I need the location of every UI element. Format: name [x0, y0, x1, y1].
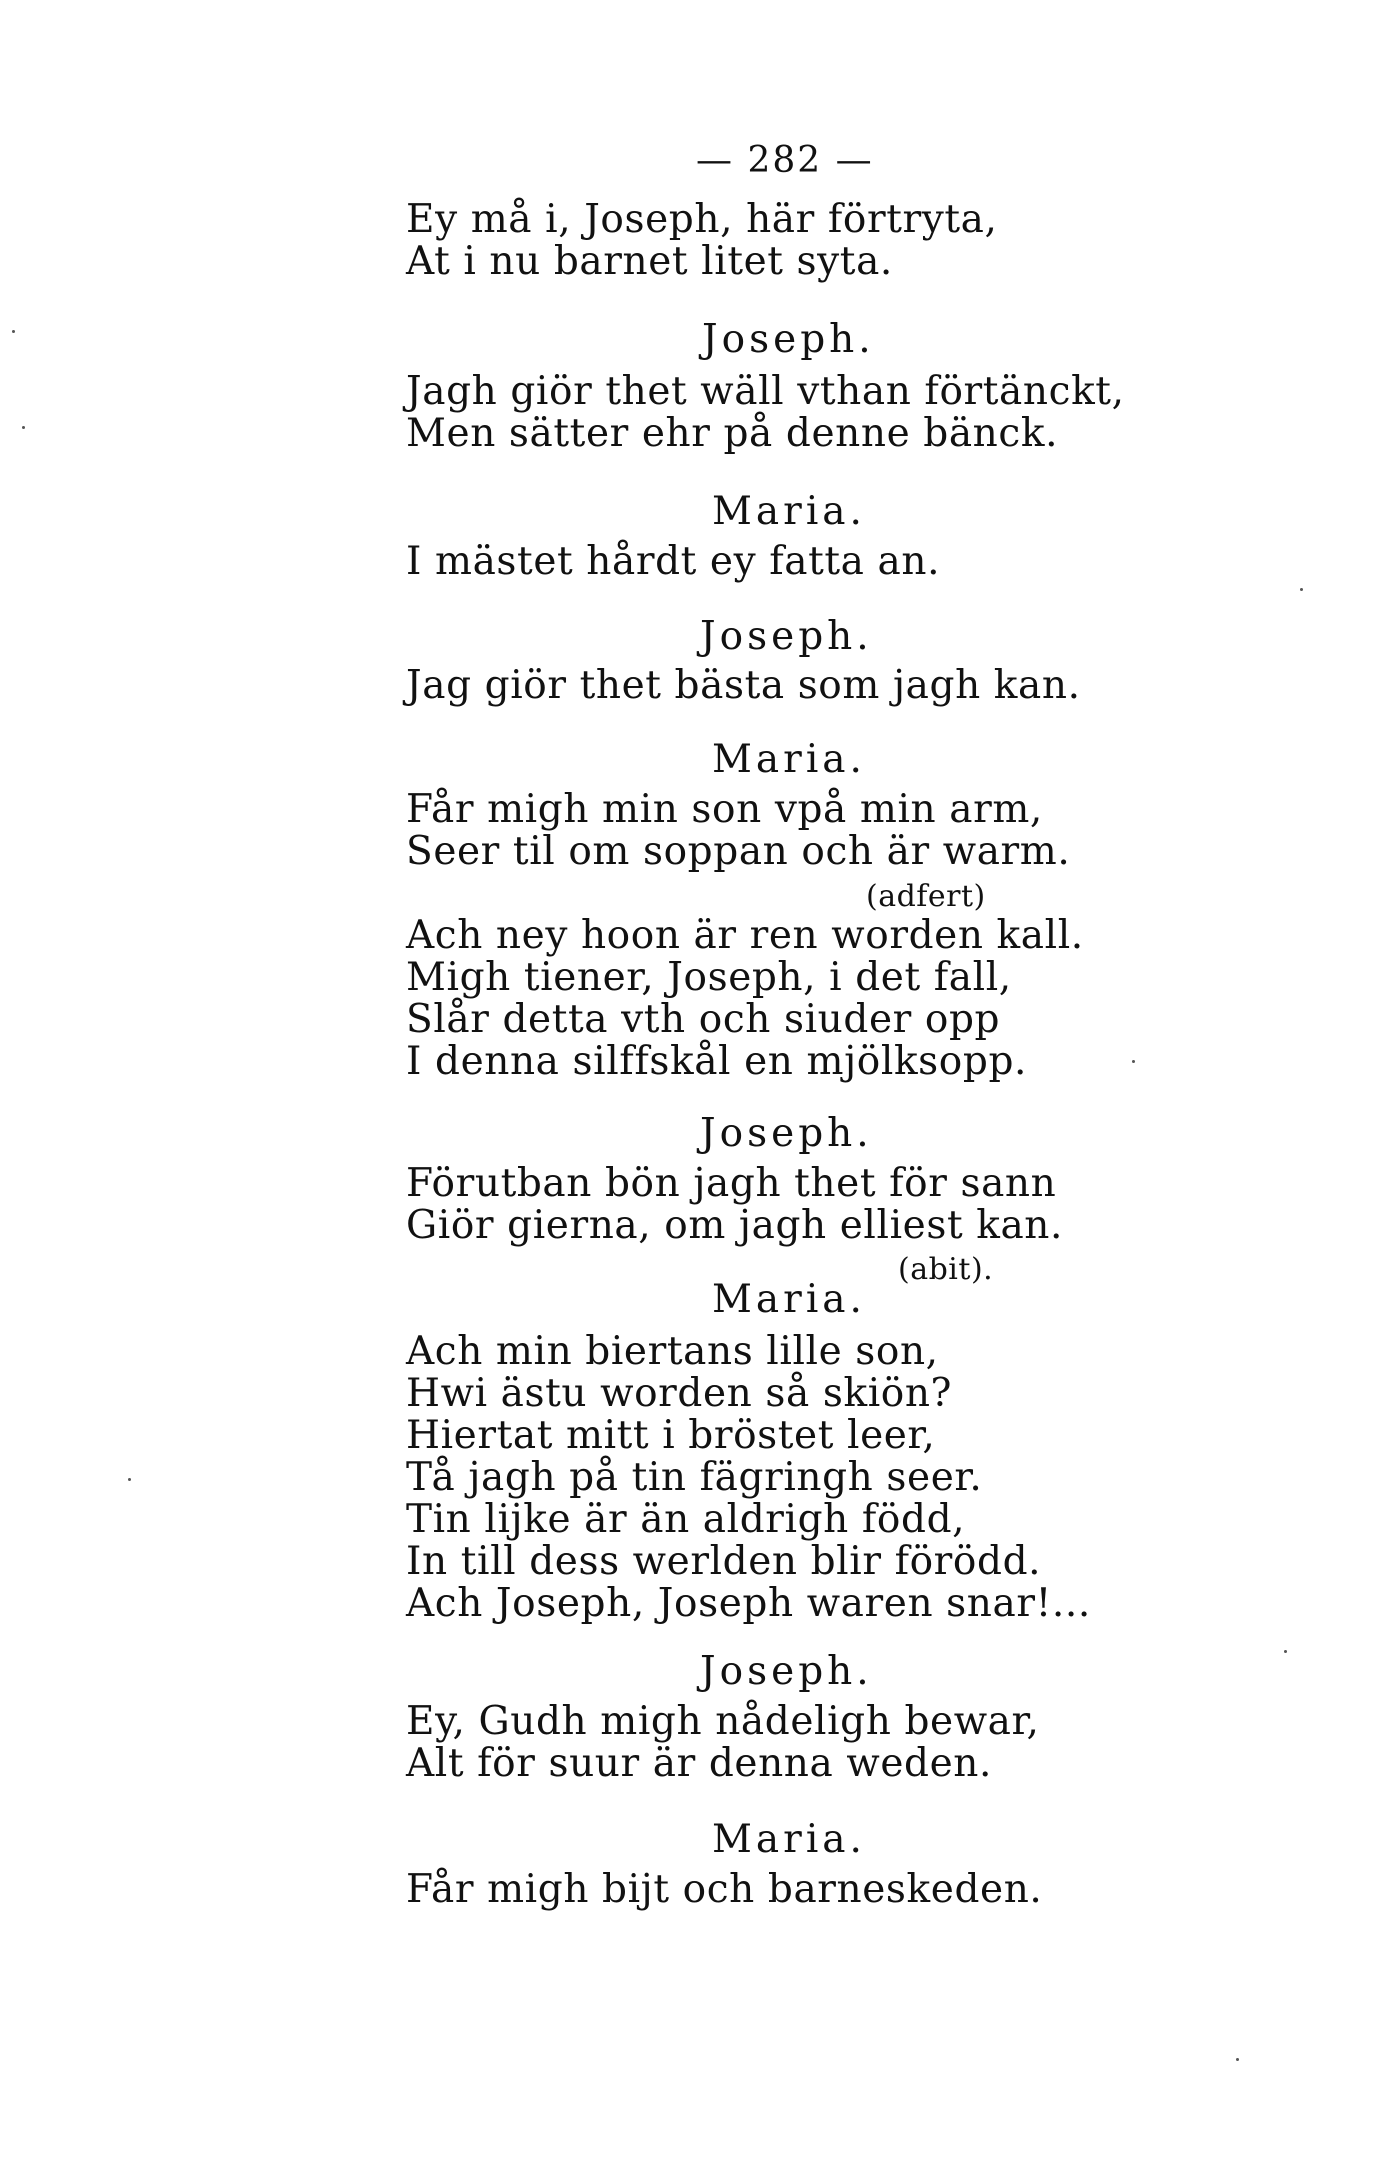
speaker-name: Joseph.: [702, 317, 875, 362]
verse-line: At i nu barnet litet syta.: [406, 239, 893, 284]
page-number: — 282 —: [696, 140, 874, 181]
speaker-name: Maria.: [712, 1277, 866, 1322]
verse-line: Seer til om soppan och är warm.: [406, 829, 1071, 874]
verse-line: Tå jagh på tin fägringh seer.: [406, 1455, 983, 1500]
verse-line: Migh tiener, Joseph, i det fall,: [406, 955, 1012, 1000]
verse-line: Ach Joseph, Joseph waren snar!...: [406, 1581, 1091, 1626]
scan-speck: [128, 1478, 131, 1481]
scan-speck: [1284, 1650, 1287, 1653]
verse-line: Jagh giör thet wäll vthan förtänckt,: [406, 369, 1125, 414]
speaker-name: Joseph.: [700, 614, 873, 659]
verse-line: Jag giör thet bästa som jagh kan.: [406, 663, 1081, 708]
scan-speck: [1236, 2058, 1239, 2061]
verse-line: Giör gierna, om jagh elliest kan.: [406, 1203, 1064, 1248]
scan-speck: [12, 330, 15, 333]
verse-line: I denna silffskål en mjölksopp.: [406, 1039, 1028, 1084]
scan-speck: [1300, 588, 1303, 591]
stage-direction: (adfert): [866, 879, 986, 914]
speaker-name: Maria.: [712, 1817, 866, 1862]
verse-line: Får migh bijt och barneskeden.: [406, 1867, 1043, 1912]
verse-line: In till dess werlden blir förödd.: [406, 1539, 1042, 1584]
verse-line: Alt för suur är denna weden.: [406, 1741, 992, 1786]
speaker-name: Maria.: [712, 737, 866, 782]
verse-line: Hiertat mitt i bröstet leer,: [406, 1413, 936, 1458]
verse-line: Slår detta vth och siuder opp: [406, 997, 1001, 1042]
verse-line: Ach ney hoon är ren worden kall.: [406, 913, 1084, 958]
stage-direction: (abit).: [898, 1252, 994, 1287]
verse-line: Men sätter ehr på denne bänck.: [406, 411, 1059, 456]
verse-line: Får migh min son vpå min arm,: [406, 787, 1043, 832]
scan-speck: [22, 426, 25, 429]
verse-line: Förutban bön jagh thet för sann: [406, 1161, 1057, 1206]
speaker-name: Joseph.: [700, 1649, 873, 1694]
scan-speck: [1132, 1060, 1135, 1063]
verse-line: Hwi ästu worden så skiön?: [406, 1371, 953, 1416]
speaker-name: Joseph.: [700, 1111, 873, 1156]
verse-line: Ey, Gudh migh nådeligh bewar,: [406, 1699, 1040, 1744]
verse-line: I mästet hårdt ey fatta an.: [406, 539, 941, 584]
speaker-name: Maria.: [712, 489, 866, 534]
verse-line: Ach min biertans lille son,: [406, 1329, 939, 1374]
verse-line: Tin lijke är än aldrigh född,: [406, 1497, 966, 1542]
verse-line: Ey må i, Joseph, här förtryta,: [406, 197, 998, 242]
